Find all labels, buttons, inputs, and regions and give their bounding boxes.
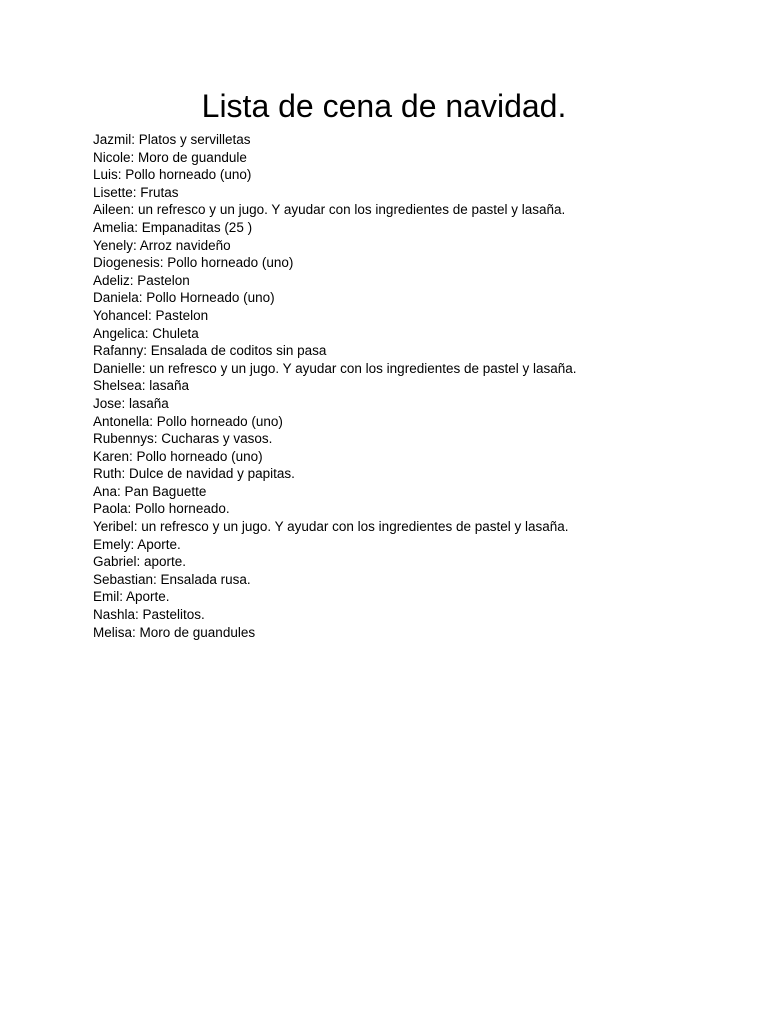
list-item: Diogenesis: Pollo horneado (uno) bbox=[93, 255, 294, 271]
list-item: Luis: Pollo horneado (uno) bbox=[93, 167, 252, 183]
list-item: Gabriel: aporte. bbox=[93, 554, 187, 570]
assignment-list bbox=[93, 131, 733, 641]
list-item: Karen: Pollo horneado (uno) bbox=[93, 448, 263, 464]
list-item: Jazmil: Platos y servilletas bbox=[93, 132, 251, 147]
list-item: Paola: Pollo horneado. bbox=[93, 501, 230, 517]
list-item: Yenely: Arroz navideño bbox=[93, 237, 231, 253]
list-item: Danielle: un refresco y un jugo. Y ayudar con los ingredientes de pastel y lasaña. bbox=[93, 360, 577, 376]
list-item: Nashla: Pastelitos. bbox=[93, 607, 205, 623]
list-item: Antonella: Pollo horneado (uno) bbox=[93, 413, 283, 429]
list-item: Nicole: Moro de guandule bbox=[93, 149, 247, 165]
list-item: Jose: lasaña bbox=[93, 395, 169, 411]
list-item: Yeribel: un refresco y un jugo. Y ayudar con los ingredientes de pastel y lasaña. bbox=[93, 519, 569, 535]
list-item: Sebastian: Ensalada rusa. bbox=[93, 571, 251, 587]
list-item: Emil: Aporte. bbox=[93, 589, 170, 605]
list-item: Ruth: Dulce de navidad y papitas. bbox=[93, 466, 295, 482]
list-item: Rafanny: Ensalada de coditos sin pasa bbox=[93, 343, 327, 359]
list-item: Emely: Aporte. bbox=[93, 536, 181, 552]
list-item: Angelica: Chuleta bbox=[93, 325, 199, 341]
list-item: Adeliz: Pastelon bbox=[93, 272, 190, 288]
list-item: Daniela: Pollo Horneado (uno) bbox=[93, 290, 275, 306]
list-item: Lisette: Frutas bbox=[93, 184, 179, 200]
list-item: Shelsea: lasaña bbox=[93, 378, 190, 394]
list-item: Yohancel: Pastelon bbox=[93, 307, 209, 323]
list-item: Amelia: Empanaditas (25 ) bbox=[93, 219, 253, 235]
list-item: Rubennys: Cucharas y vasos. bbox=[93, 431, 273, 447]
list-item: Melisa: Moro de guandules bbox=[93, 624, 256, 640]
list-item: Aileen: un refresco y un jugo. Y ayudar con los ingredientes de pastel y lasaña. bbox=[93, 202, 566, 218]
page-title: Lista de cena de navidad. bbox=[201, 88, 567, 124]
list-item: Ana: Pan Baguette bbox=[93, 483, 207, 499]
